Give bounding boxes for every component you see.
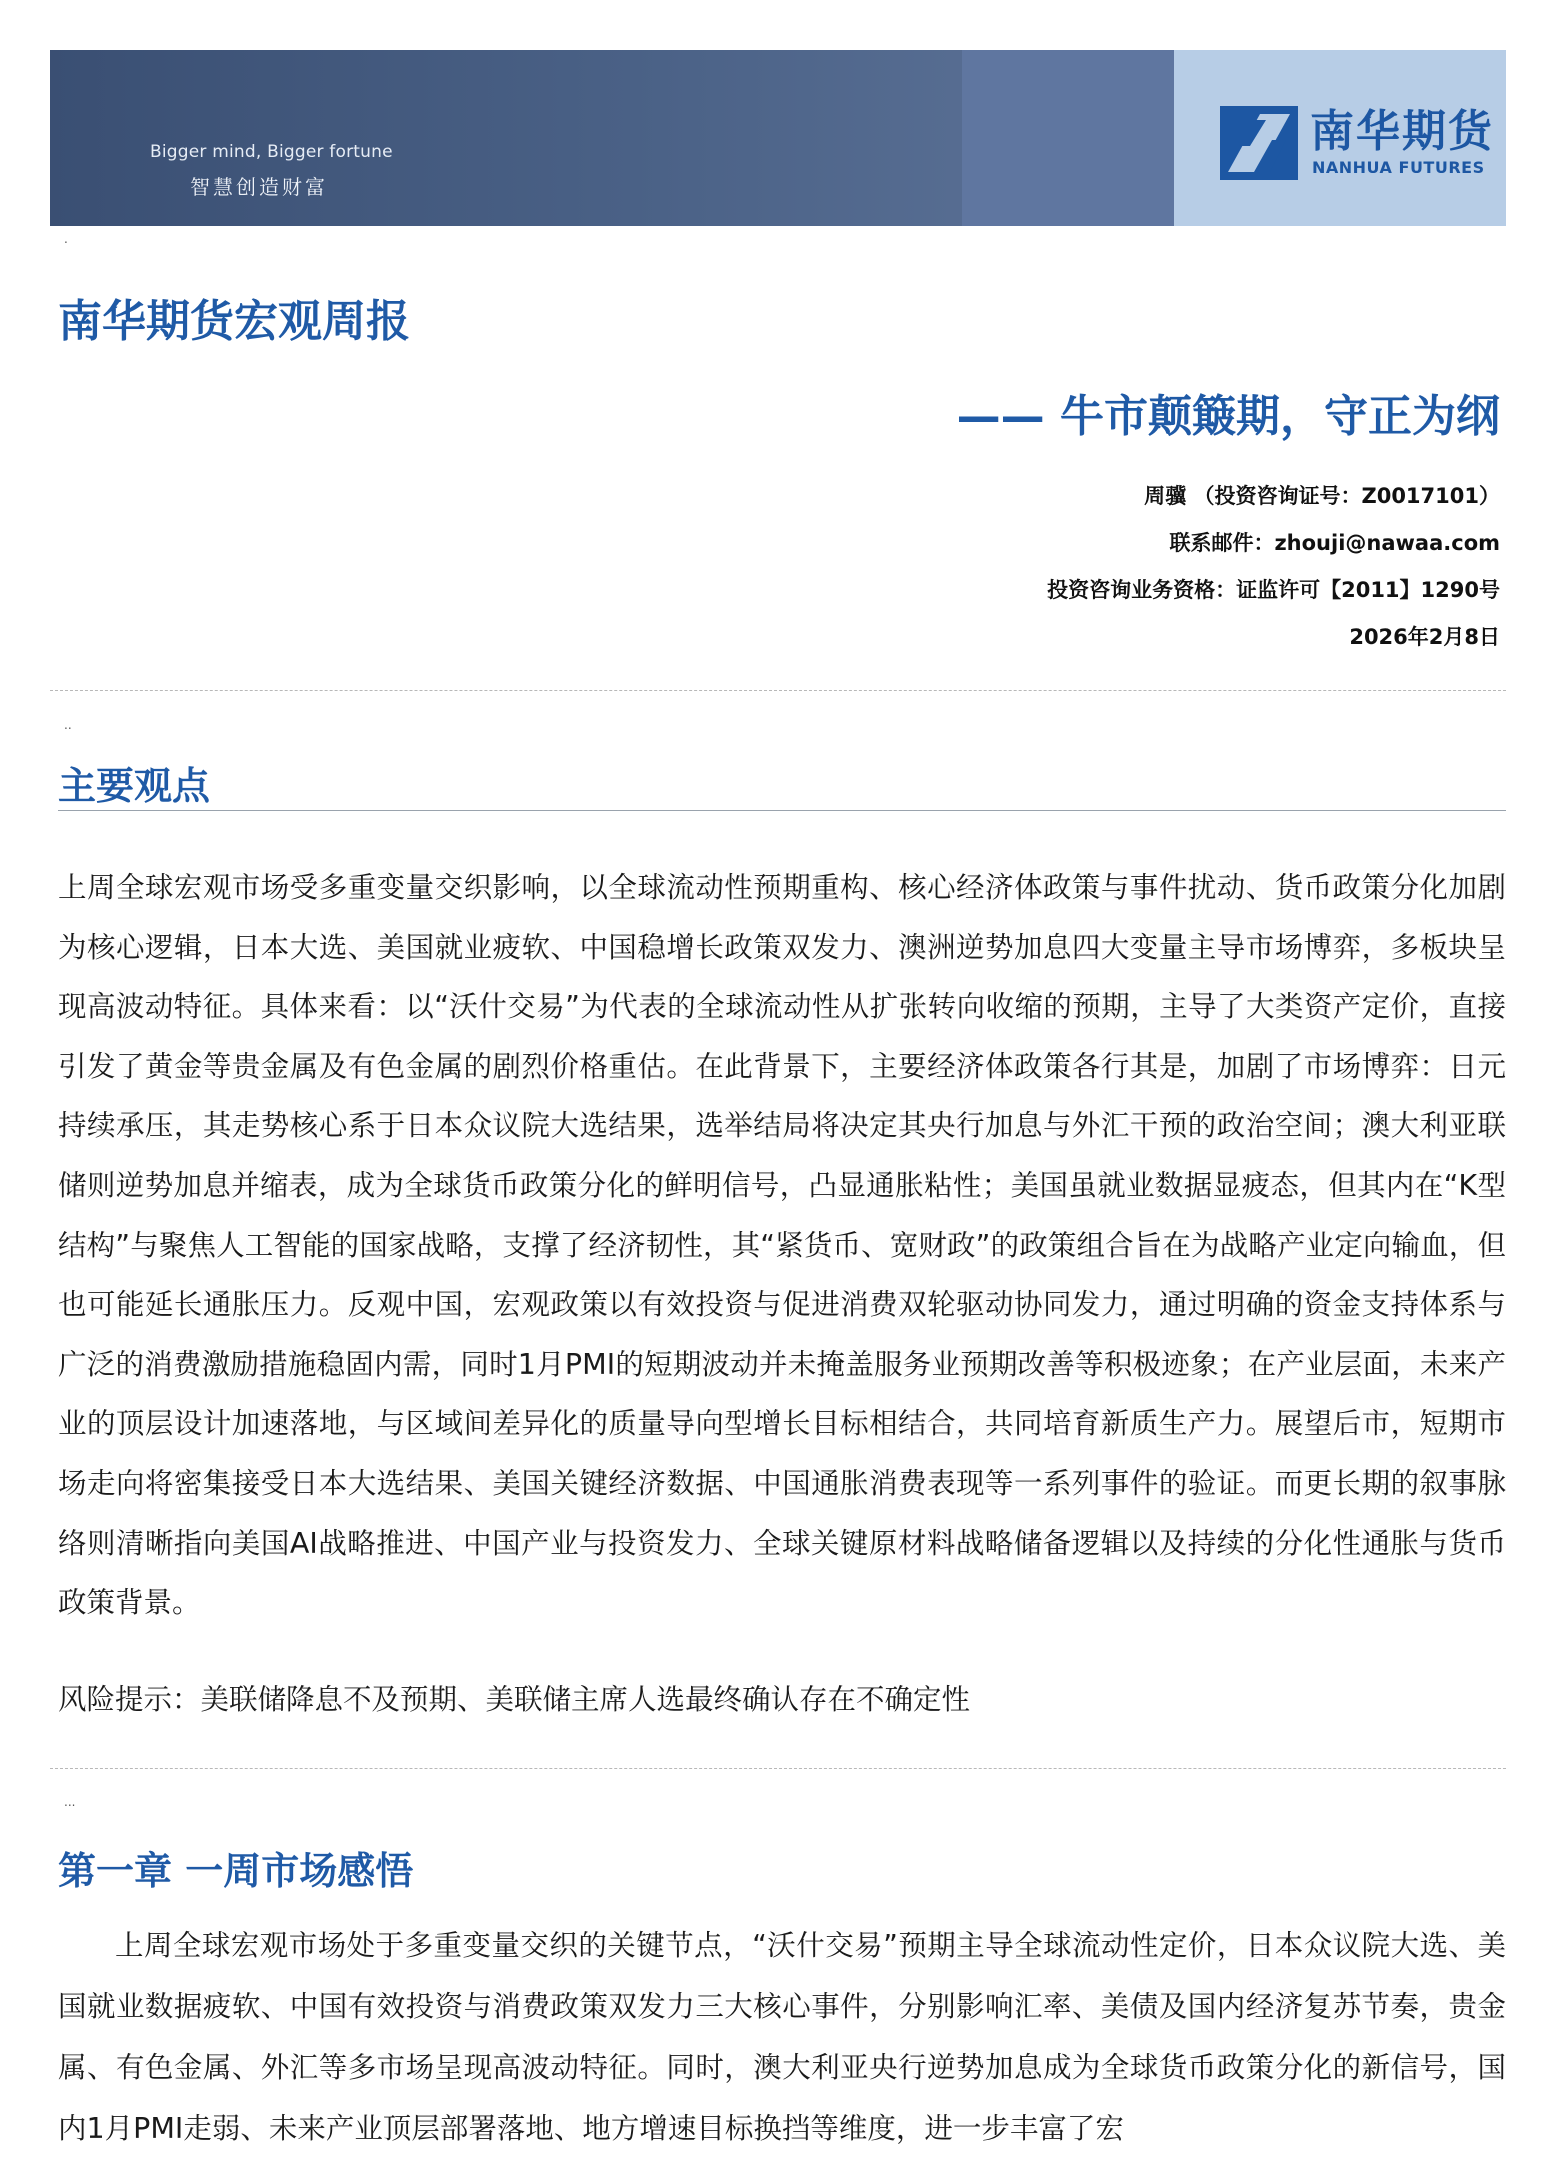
report-title: 南华期货宏观周报 xyxy=(58,296,410,347)
chapter1-heading: 第一章 一周市场感悟 xyxy=(58,1849,414,1893)
risk-warning: 风险提示：美联储降息不及预期、美联储主席人选最终确认存在不确定性 xyxy=(58,1683,971,1716)
divider xyxy=(50,1768,1506,1769)
chapter1-body: 上周全球宏观市场处于多重变量交织的关键节点，“沃什交易”预期主导全球流动性定价，日本众议院大选、美国就业数据疲软、中国有效投资与消费政策双发力三大核心事件，分别影响汇率、美债及国内经济复苏节奏，贵金属、有色金属、外汇等多市场呈现高波动特征。同时，澳大利亚央行逆势加息成为全球货币政策分化的新信号，国内1月PMI走弱、未来产业顶层部署落地、地方增速目标换挡等维度，进一步丰富了宏 xyxy=(58,1929,1506,2145)
tagline-english: Bigger mind, Bigger fortune xyxy=(150,142,393,162)
key-points-heading: 主要观点 xyxy=(58,764,211,808)
page-marker: .. xyxy=(64,718,72,732)
author-line: 周骥 （投资咨询证号：Z0017101） xyxy=(1144,484,1500,508)
report-subtitle: —— 牛市颠簸期，守正为纲 xyxy=(956,391,1500,442)
header-banner xyxy=(50,50,1506,226)
banner-mid-panel xyxy=(962,50,1174,226)
logo-wordmark-english: NANHUA FUTURES xyxy=(1312,158,1485,177)
divider xyxy=(50,690,1506,691)
section-rule xyxy=(58,810,1506,811)
tagline-chinese: 智慧创造财富 xyxy=(190,175,328,199)
logo-wordmark-chinese: 南华期货 xyxy=(1310,106,1494,157)
license-line: 投资咨询业务资格：证监许可【2011】1290号 xyxy=(1047,578,1500,602)
author-email: 联系邮件：zhouji@nawaa.com xyxy=(1169,531,1500,555)
report-date: 2026年2月8日 xyxy=(1349,625,1500,649)
page-marker: . xyxy=(64,232,68,246)
nanhua-logo-icon xyxy=(1220,106,1298,180)
page-marker: ... xyxy=(64,1795,76,1809)
key-points-body: 上周全球宏观市场受多重变量交织影响，以全球流动性预期重构、核心经济体政策与事件扰动、货币政策分化加剧为核心逻辑，日本大选、美国就业疲软、中国稳增长政策双发力、澳洲逆势加息四大变量主导市场博弈，多板块呈现高波动特征。具体来看：以“沃什交易”为代表的全球流动性从扩张转向收缩的预期，主导了大类资产定价，直接引发了黄金等贵金属及有色金属的剧烈价格重估。在此背景下，主要经济体政策各行其是，加剧了市场博弈：日元持续承压，其走势核心系于日本众议院大选结果，选举结局将决定其央行加息与外汇干预的政治空间；澳大利亚联储则逆势加息并缩表，成为全球货币政策分化的鲜明信号，凸显通胀粘性；美国虽就业数据显疲态，但其内在“K型结构”与聚焦人工智能的国家战略，支撑了经济韧性，其“紧货币、宽财政”的政策组合旨在为战略产业定向输血，但也可能延长通胀压力。反观中国，宏观政策以有效投资与促进消费双轮驱动协同发力，通过明确的资金支持体系与广泛的消费激励措施稳固内需，同时1月PMI的短期波动并未掩盖服务业预期改善等积极迹象；在产业层面，未来产业的顶层设计加速落地，与区域间差异化的质量导向型增长目标相结合，共同培育新质生产力。展望后市，短期市场走向将密集接受日本大选结果、美国关键经济数据、中国通胀消费表现等一系列事件的验证。而更长期的叙事脉络则清晰指向美国AI战略推进、中国产业与投资发力、全球关键原材料战略储备逻辑以及持续的分化性通胀与货币政策背景。 xyxy=(58,871,1506,1620)
